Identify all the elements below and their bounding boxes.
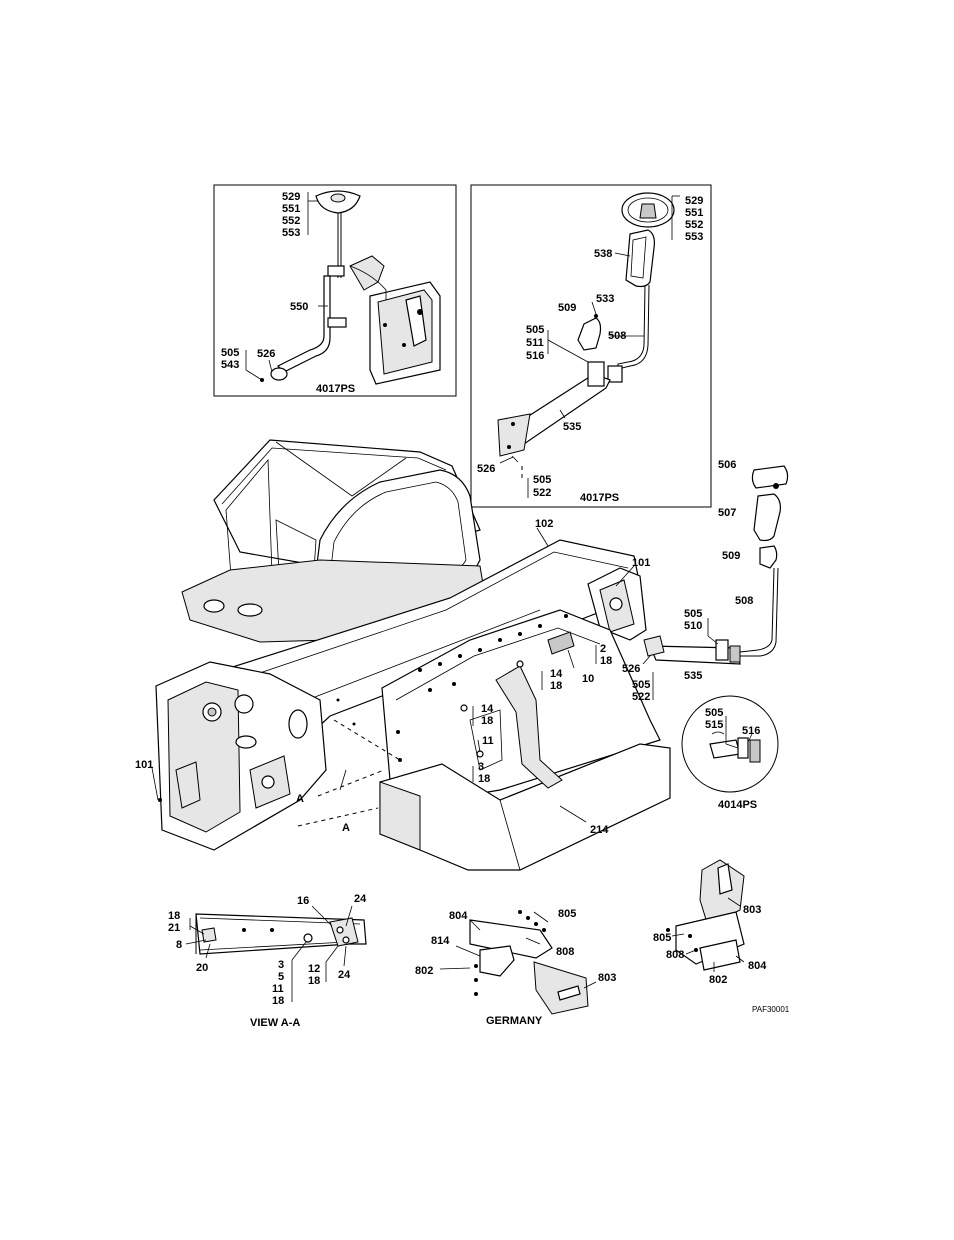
callout-808: 808 (666, 949, 685, 961)
main-chassis-assembly (135, 440, 788, 870)
callout-538: 538 (594, 248, 613, 260)
mirror-509 (760, 546, 777, 568)
inset-right-caption: 4017PS (580, 492, 620, 504)
bracket-814 (480, 946, 514, 976)
callout-505: 505 (526, 324, 545, 336)
callout-552: 552 (685, 219, 704, 231)
germany-bracket-assembly-right (653, 860, 767, 986)
view-a-a (168, 893, 367, 1029)
callout-814: 814 (431, 935, 450, 947)
callout-550: 550 (290, 301, 309, 313)
callout-552: 552 (282, 215, 301, 227)
view-a-a-caption: VIEW A-A (250, 1017, 301, 1029)
callout-516: 516 (526, 350, 545, 362)
mount-plate (498, 414, 530, 456)
inset-left-caption: 4017PS (316, 383, 356, 395)
callout-529: 529 (282, 191, 301, 203)
callout-515: 515 (705, 719, 724, 731)
callout-507: 507 (718, 507, 737, 519)
callout-808: 808 (556, 946, 575, 958)
circle-detail-caption: 4014PS (718, 799, 758, 811)
callout-551: 551 (282, 203, 301, 215)
callout-803: 803 (743, 904, 762, 916)
callout-505: 505 (632, 679, 651, 691)
callout-551: 551 (685, 207, 704, 219)
callout-10: 10 (582, 673, 595, 685)
callout-553: 553 (685, 231, 704, 243)
inset-right-mirror-assembly (471, 185, 711, 507)
callout-505: 505 (684, 608, 703, 620)
callout-18: 18 (272, 995, 285, 1007)
callout-214: 214 (590, 824, 609, 836)
callout-805: 805 (558, 908, 577, 920)
document-code: PAF30001 (752, 1005, 790, 1014)
callout-553: 553 (282, 227, 301, 239)
callout-803: 803 (598, 972, 617, 984)
callout-11: 11 (272, 983, 284, 995)
callout-535: 535 (563, 421, 582, 433)
callout-101-right: 101 (632, 557, 651, 569)
callout-2: 2 (600, 643, 607, 655)
callout-24: 24 (354, 893, 367, 905)
callout-18: 18 (600, 655, 613, 667)
germany-caption: GERMANY (486, 1015, 543, 1027)
callout-505: 505 (221, 347, 240, 359)
callout-18: 18 (308, 975, 321, 987)
circle-detail-4014ps (682, 696, 778, 811)
callout-511: 511 (526, 337, 544, 349)
callout-14: 14 (481, 703, 494, 715)
callout-526: 526 (622, 663, 641, 675)
callout-804: 804 (449, 910, 468, 922)
callout-802: 802 (709, 974, 728, 986)
callout-21: 21 (168, 922, 181, 934)
callout-18: 18 (550, 680, 563, 692)
callout-18: 18 (481, 715, 494, 727)
callout-102: 102 (535, 518, 554, 530)
callout-509: 509 (722, 550, 741, 562)
callout-508: 508 (735, 595, 754, 607)
callout-18: 18 (168, 910, 181, 922)
callout-802: 802 (415, 965, 434, 977)
callout-24: 24 (338, 969, 351, 981)
plate-803 (534, 962, 588, 1014)
callout-526: 526 (257, 348, 276, 360)
callout-18: 18 (478, 773, 491, 785)
callout-526: 526 (477, 463, 496, 475)
callout-14: 14 (550, 668, 563, 680)
section-line-upper (318, 770, 384, 796)
callout-3: 3 (278, 959, 285, 971)
mirror-arm (278, 276, 330, 372)
callout-506: 506 (718, 459, 737, 471)
section-line-lower (298, 808, 378, 826)
callout-522: 522 (533, 487, 552, 499)
callout-12: 12 (308, 963, 321, 975)
callout-522: 522 (632, 691, 651, 703)
callout-509: 509 (558, 302, 577, 314)
section-marker-a-upper: A (296, 793, 304, 805)
inset-left-mirror-assembly (214, 185, 456, 396)
callout-101-left: 101 (135, 759, 154, 771)
section-marker-a-lower: A (342, 822, 350, 834)
callout-508: 508 (608, 330, 627, 342)
mirror-506 (752, 466, 787, 488)
convex-mirror (578, 318, 601, 350)
callout-510: 510 (684, 620, 703, 632)
callout-5: 5 (278, 971, 285, 983)
callout-8: 8 (176, 939, 183, 951)
callout-529: 529 (685, 195, 704, 207)
callout-543: 543 (221, 359, 240, 371)
callout-16: 16 (297, 895, 310, 907)
callout-505: 505 (705, 707, 724, 719)
callout-516: 516 (742, 725, 761, 737)
callout-20: 20 (196, 962, 209, 974)
callout-505: 505 (533, 474, 552, 486)
callout-535: 535 (684, 670, 703, 682)
callout-805: 805 (653, 932, 672, 944)
mirror-507 (754, 494, 780, 541)
callout-533: 533 (596, 293, 615, 305)
callout-804: 804 (748, 960, 767, 972)
germany-bracket-assembly (415, 908, 616, 1027)
callout-3: 3 (478, 761, 485, 773)
callout-11: 11 (482, 735, 494, 747)
